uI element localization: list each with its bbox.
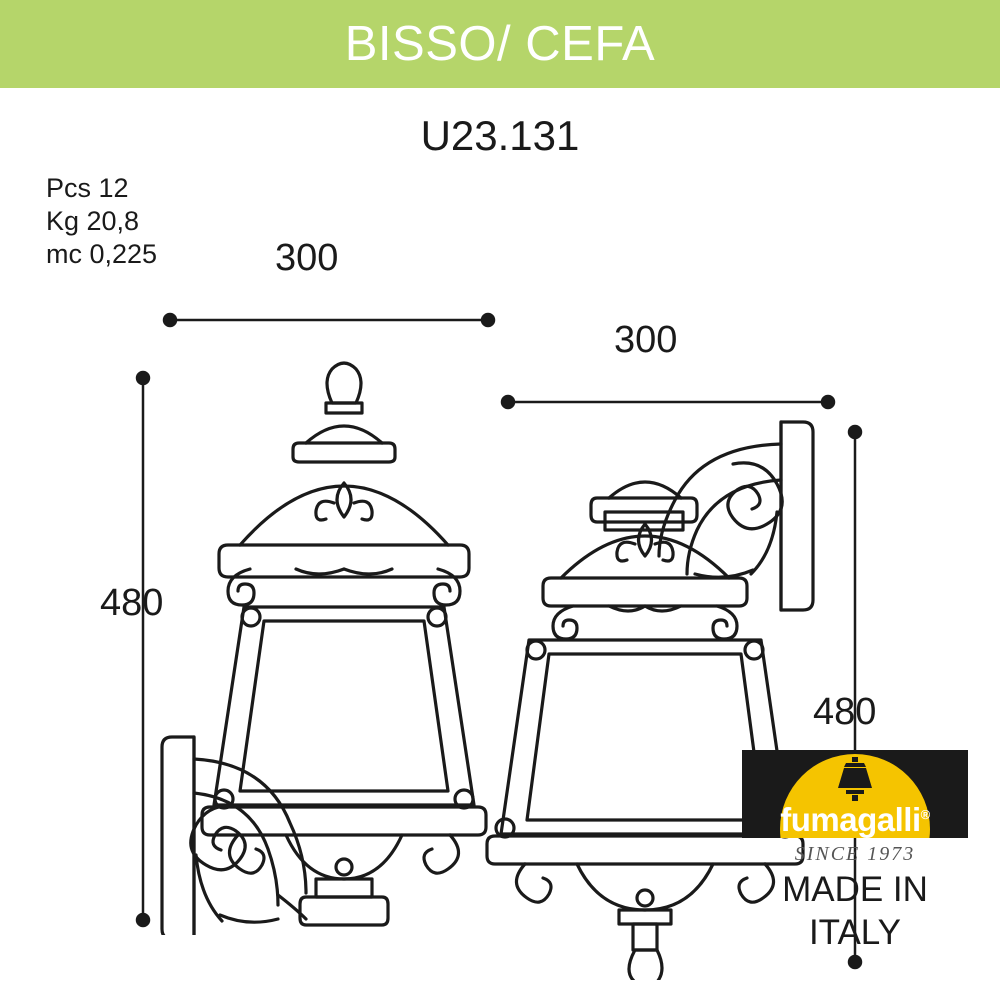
dimension-label-left-width: 300: [275, 237, 339, 279]
product-code: U23.131: [420, 112, 580, 159]
dimension-label-right-height: 480: [813, 691, 877, 733]
logo-bar: [742, 750, 968, 838]
dimension-label-right-width: 300: [614, 319, 678, 361]
page-title: BISSO/ CEFA: [344, 17, 656, 71]
fumagalli-logo: [742, 750, 968, 980]
logo-since-text: SINCE 1973: [794, 843, 916, 865]
spec-block: [46, 172, 157, 271]
logo-made-in-text: MADE IN: [782, 870, 928, 909]
spec-mc: mc 0,225: [46, 239, 158, 269]
lantern-drawing-up: [120, 355, 520, 935]
logo-country-text: ITALY: [808, 913, 902, 952]
spec-pcs: Pcs 12: [46, 173, 129, 203]
dimension-label-left-height: 480: [100, 582, 164, 624]
logo-brand-text: fumagalli: [780, 801, 921, 838]
logo-wordmark: [742, 798, 968, 837]
lantern-icon: [832, 757, 878, 801]
spec-kg: Kg 20,8: [46, 206, 140, 236]
registered-mark: ®: [920, 807, 930, 822]
